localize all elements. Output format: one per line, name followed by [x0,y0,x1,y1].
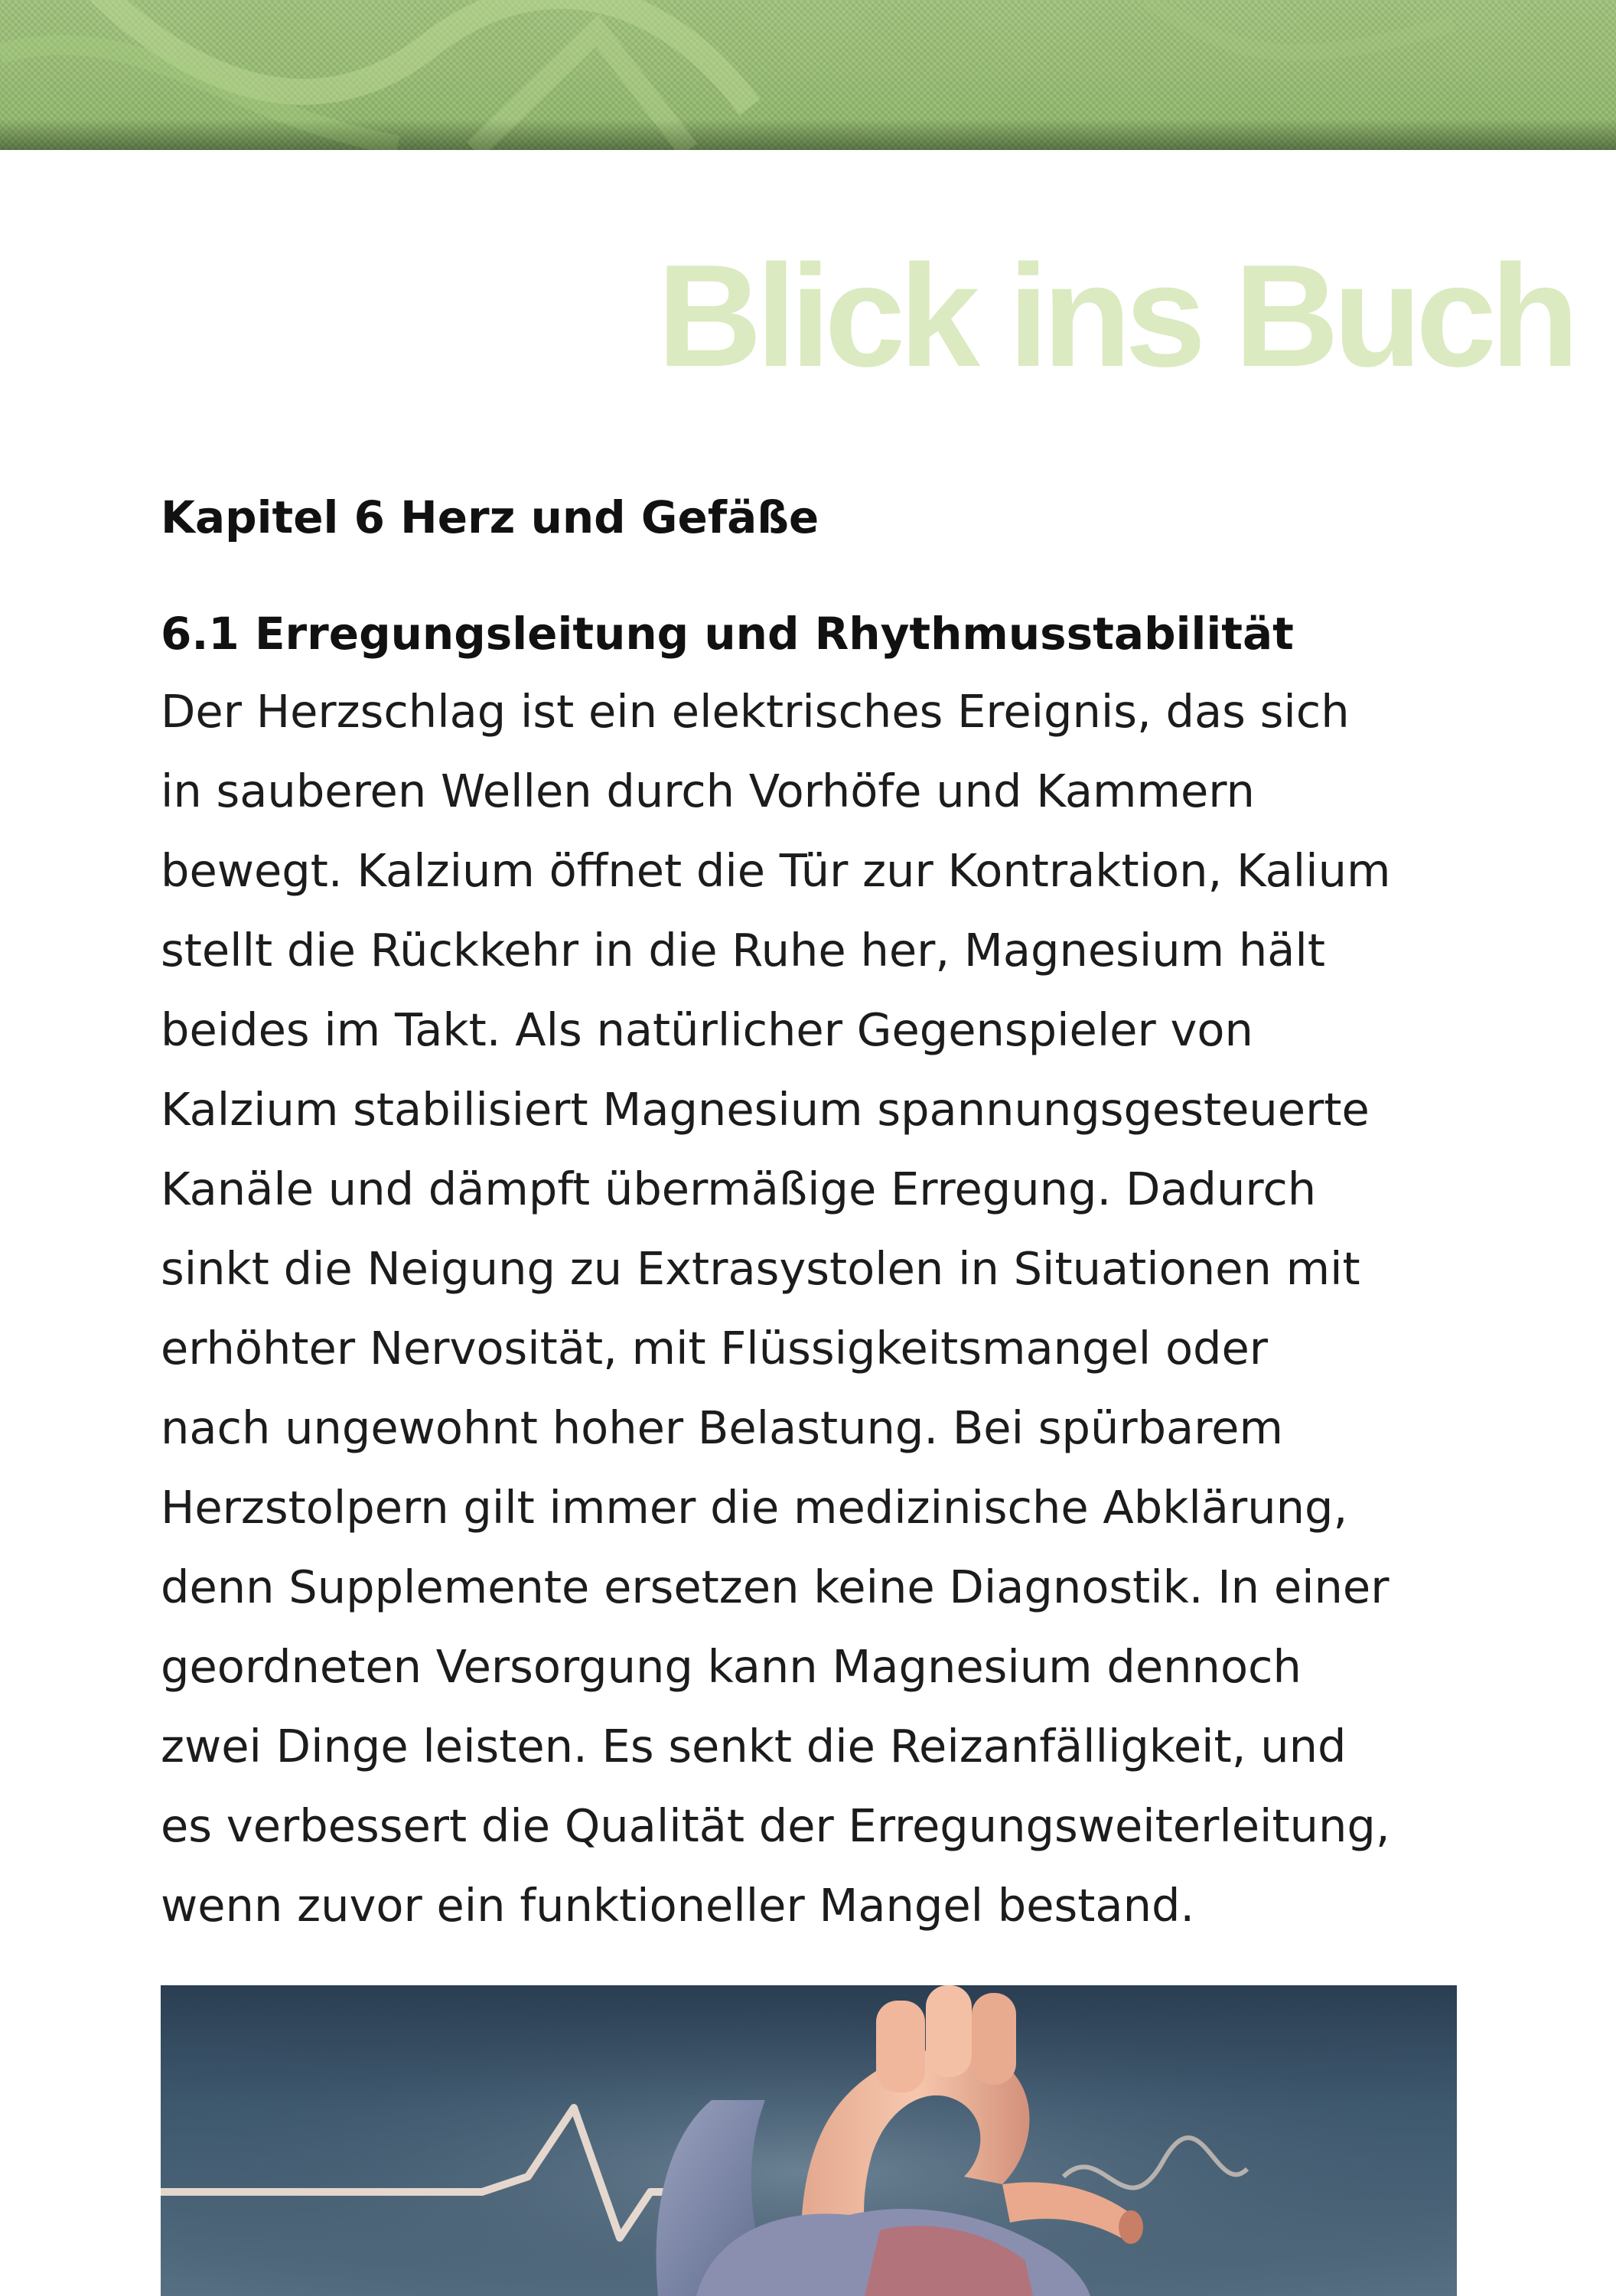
body-line: geordneten Versorgung kann Magnesium dennoch [161,1640,1302,1693]
body-line: zwei Dinge leisten. Es senkt die Reizanfälligkeit, und [161,1720,1347,1773]
body-line: Der Herzschlag ist ein elektrisches Ereignis, das sich [161,685,1350,738]
body-line: beides im Takt. Als natürlicher Gegenspieler von [161,1003,1253,1056]
page-headline: Blick ins Buch [656,235,1573,397]
body-line: Kanäle und dämpft übermäßige Erregung. Dadurch [161,1163,1317,1215]
heart-figure [161,1985,1457,2296]
body-line: stellt die Rückkehr in die Ruhe her, Magnesium hält [161,924,1325,977]
heart-illustration-icon [161,1985,1457,2296]
section-title: 6.1 Erregungsleitung und Rhythmusstabilität [161,608,1294,660]
section-body [161,672,1469,1945]
body-line: wenn zuvor ein funktioneller Mangel bestand. [161,1879,1195,1932]
body-line: denn Supplemente ersetzen keine Diagnostik. In einer [161,1561,1390,1613]
banner-shadow [0,119,1616,150]
body-line: bewegt. Kalzium öffnet die Tür zur Kontraktion, Kalium [161,844,1391,897]
body-line: nach ungewohnt hoher Belastung. Bei spürbarem [161,1401,1283,1454]
header-banner [0,0,1616,150]
body-line: es verbessert die Qualität der Erregungsweiterleitung, [161,1799,1390,1852]
book-excerpt [161,487,1469,1945]
body-line: Herzstolpern gilt immer die medizinische Abklärung, [161,1481,1348,1534]
chapter-title: Kapitel 6 Herz und Gefäße [161,491,819,543]
body-line: Kalzium stabilisiert Magnesium spannungsgesteuerte [161,1083,1370,1136]
body-line: in sauberen Wellen durch Vorhöfe und Kammern [161,765,1255,817]
body-line: erhöhter Nervosität, mit Flüssigkeitsmangel oder [161,1322,1269,1375]
body-line: sinkt die Neigung zu Extrasystolen in Situationen mit [161,1242,1360,1295]
